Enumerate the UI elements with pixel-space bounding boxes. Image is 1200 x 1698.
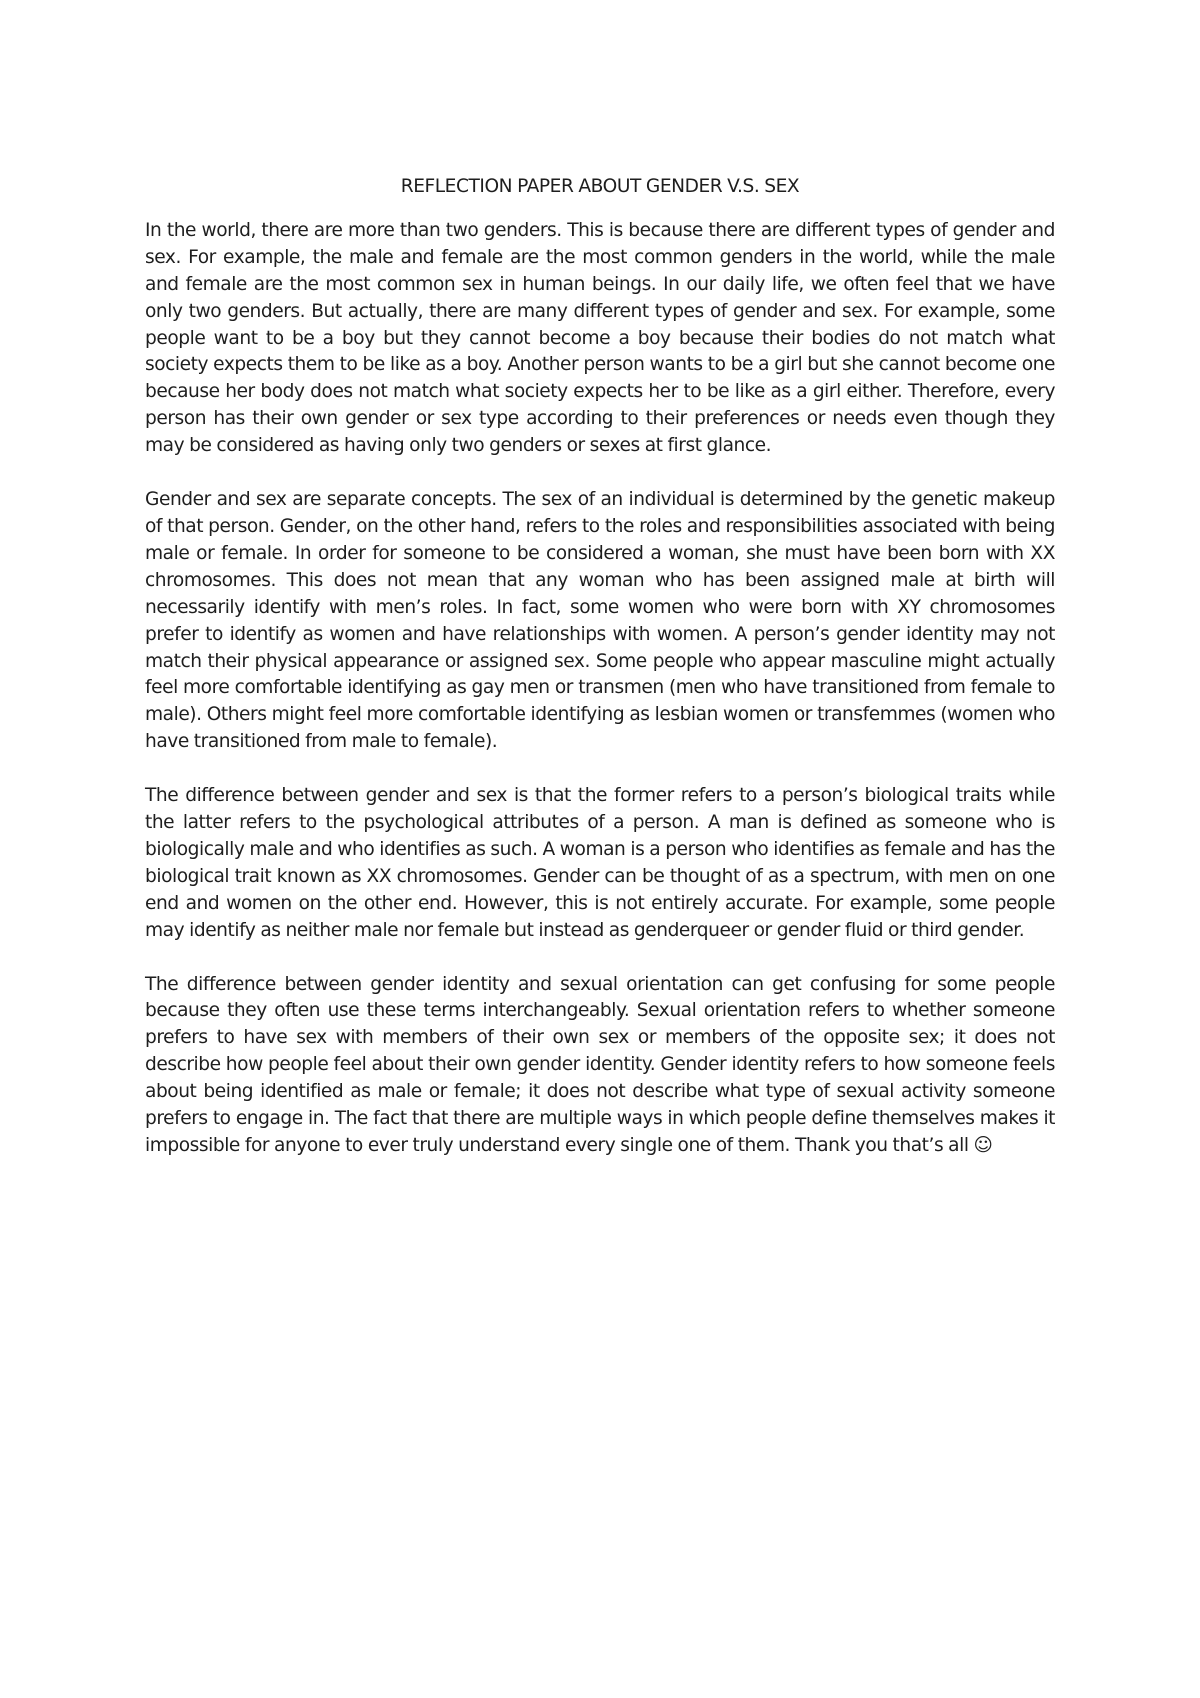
document-body xyxy=(145,174,1055,1179)
paragraph-4 xyxy=(145,972,1055,1160)
paragraph-2: Gender and sex are separate concepts. The sex of an individual is determined by the genetic makeup of that person. Gender, on the other hand, refers to the roles and responsibilities associated with being male or female. In order for someone to be considered a woman, she must have been born with XX chromosomes. This does not mean that any woman who has been assigned male at birth will necessarily identify with men’s roles. In fact, some women who were born with XY chromosomes prefer to identify as women and have relationships with women. A person’s gender identity may not match their physical appearance or assigned sex. Some people who appear masculine might actually feel more comfortable identifying as gay men or transmen (men who have transitioned from female to male). Others might feel more comfortable identifying as lesbian women or transfemmes (women who have transitioned from male to female). xyxy=(145,489,1055,753)
document-title: REFLECTION PAPER ABOUT GENDER V.S. SEX xyxy=(400,176,800,197)
smiley-icon: ☺ xyxy=(973,1135,993,1156)
paragraph-1: In the world, there are more than two genders. This is because there are different types of gender and sex. For example, the male and female are the most common genders in the world, while the male and female are the most common sex in human beings. In our daily life, we often feel that we have only two genders. But actually, there are many different types of gender and sex. For example, some people want to be a boy but they cannot become a boy because their bodies do not match what society expects them to be like as a boy. Another person wants to be a girl but she cannot become one because her body does not match what society expects her to be like as a girl either. Therefore, every person has their own gender or sex type according to their preferences or needs even though they may be considered as having only two genders or sexes at first glance. xyxy=(145,219,1055,457)
paragraph-4-text: The difference between gender identity and sexual orientation can get confusing for some people because they often use these terms interchangeably. Sexual orientation refers to whether someone prefers to have sex with members of their own sex or members of the opposite sex; it does not describe how people feel about their own gender identity. Gender identity refers to how someone feels about being identified as male or female; it does not describe what type of sexual activity someone prefers to engage in. The fact that there are multiple ways in which people define themselves makes it impossible for anyone to ever truly understand every single one of them. Thank you that’s all xyxy=(145,973,1055,1156)
paragraph-3: The difference between gender and sex is that the former refers to a person’s biological traits while the latter refers to the psychological attributes of a person. A man is defined as someone who is biologically male and who identifies as such. A woman is a person who identifies as female and has the biological trait known as XX chromosomes. Gender can be thought of as a spectrum, with men on one end and women on the other end. However, this is not entirely accurate. For example, some people may identify as neither male nor female but instead as genderqueer or gender fluid or third gender. xyxy=(145,785,1055,941)
